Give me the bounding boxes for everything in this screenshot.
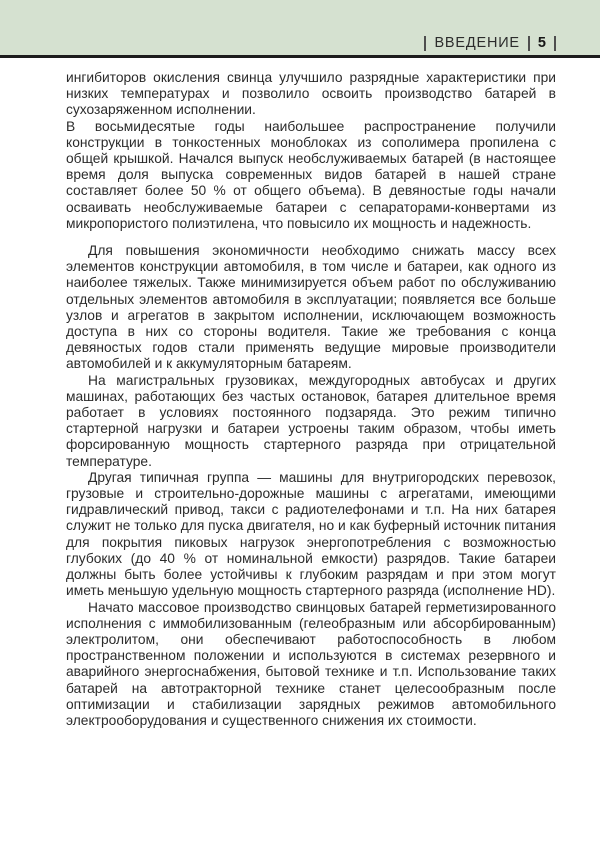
page-header <box>0 0 600 58</box>
paragraph: На магистральных грузовиках, междугородных автобусах и других машинах, работающих без частых остановок, батарея длительное время работает в условиях постоянного подзаряда. Это режим типично стартерной нагрузки и батареи устроены таким образом, чтобы иметь форсированную мощность стартерного разряда при отрицательной температуре. <box>66 372 556 469</box>
paragraph: ингибиторов окисления свинца улучшило разрядные характеристики при низких температурах и позволило освоить производство батарей в сухозаряженном исполнении. <box>66 70 556 118</box>
section-title: ВВЕДЕНИЕ <box>434 35 520 51</box>
paragraph: Для повышения экономичности необходимо снижать массу всех элементов конструкции автомобиля, в том числе и батареи, как одного из наиболее тяжелых. Также минимизируется объем работ по обслуживанию отдельных элементов автомобиля в эксплуатации; появляется все больше узлов и агрегатов в закрытом исполнении, исключающем возможность доступа в них со стороны водителя. Такие же требования с конца девяностых годов стали применять ведущие мировые производители автомобилей и к аккумуляторным батареям. <box>66 243 556 372</box>
paragraph: В восьмидесятые годы наибольшее распространение получили конструкции в тонкостенных моноблоках из сополимера пропилена с общей крышкой. Начался выпуск необслуживаемых батарей (в настоящее время доля выпуска современных видов батарей в нашей стране составляет более 50 % от общего объема). В девяностые годы начали осваивать необслуживаемые батареи с сепараторами-конвертами из микропористого полиэтилена, что повысило их мощность и надежность. <box>66 118 556 231</box>
separator-bar <box>424 36 426 51</box>
paragraph: Начато массовое производство свинцовых батарей герметизированного исполнения с иммобилизованным (гелеобразным или абсорбированным) электролитом, они обеспечивают работоспособность в любом пространственном положении и используются в системах резервного и аварийного энергоснабжения, бытовой технике и т.п. Использование таких батарей на автотракторной технике станет целесообразным после оптимизации и стабилизации зарядных режимов автомобильного электрооборудования и существенного снижения их стоимости. <box>66 599 556 728</box>
separator-bar <box>554 36 556 51</box>
paragraph-spacer <box>66 232 556 243</box>
page-content <box>0 58 600 729</box>
paragraph: Другая типичная группа — машины для внутригородских перевозок, грузовые и строительно-дорожные машины с агрегатами, имеющими гидравлический привод, такси с радиотелефонами и т.п. На них батарея служит не только для пуска двигателя, но и как буферный источник питания для покрытия пиковых нагрузок энергопотребления с возможностью глубоких (до 40 % от номинальной емкости) разрядов. Такие батареи должны быть более устойчивы к глубоким разрядам и при этом могут иметь меньшую удельную мощность стартерного разряда (исполнение HD). <box>66 469 556 599</box>
page-number: 5 <box>537 35 546 51</box>
running-head <box>424 36 556 51</box>
separator-bar <box>528 36 530 51</box>
